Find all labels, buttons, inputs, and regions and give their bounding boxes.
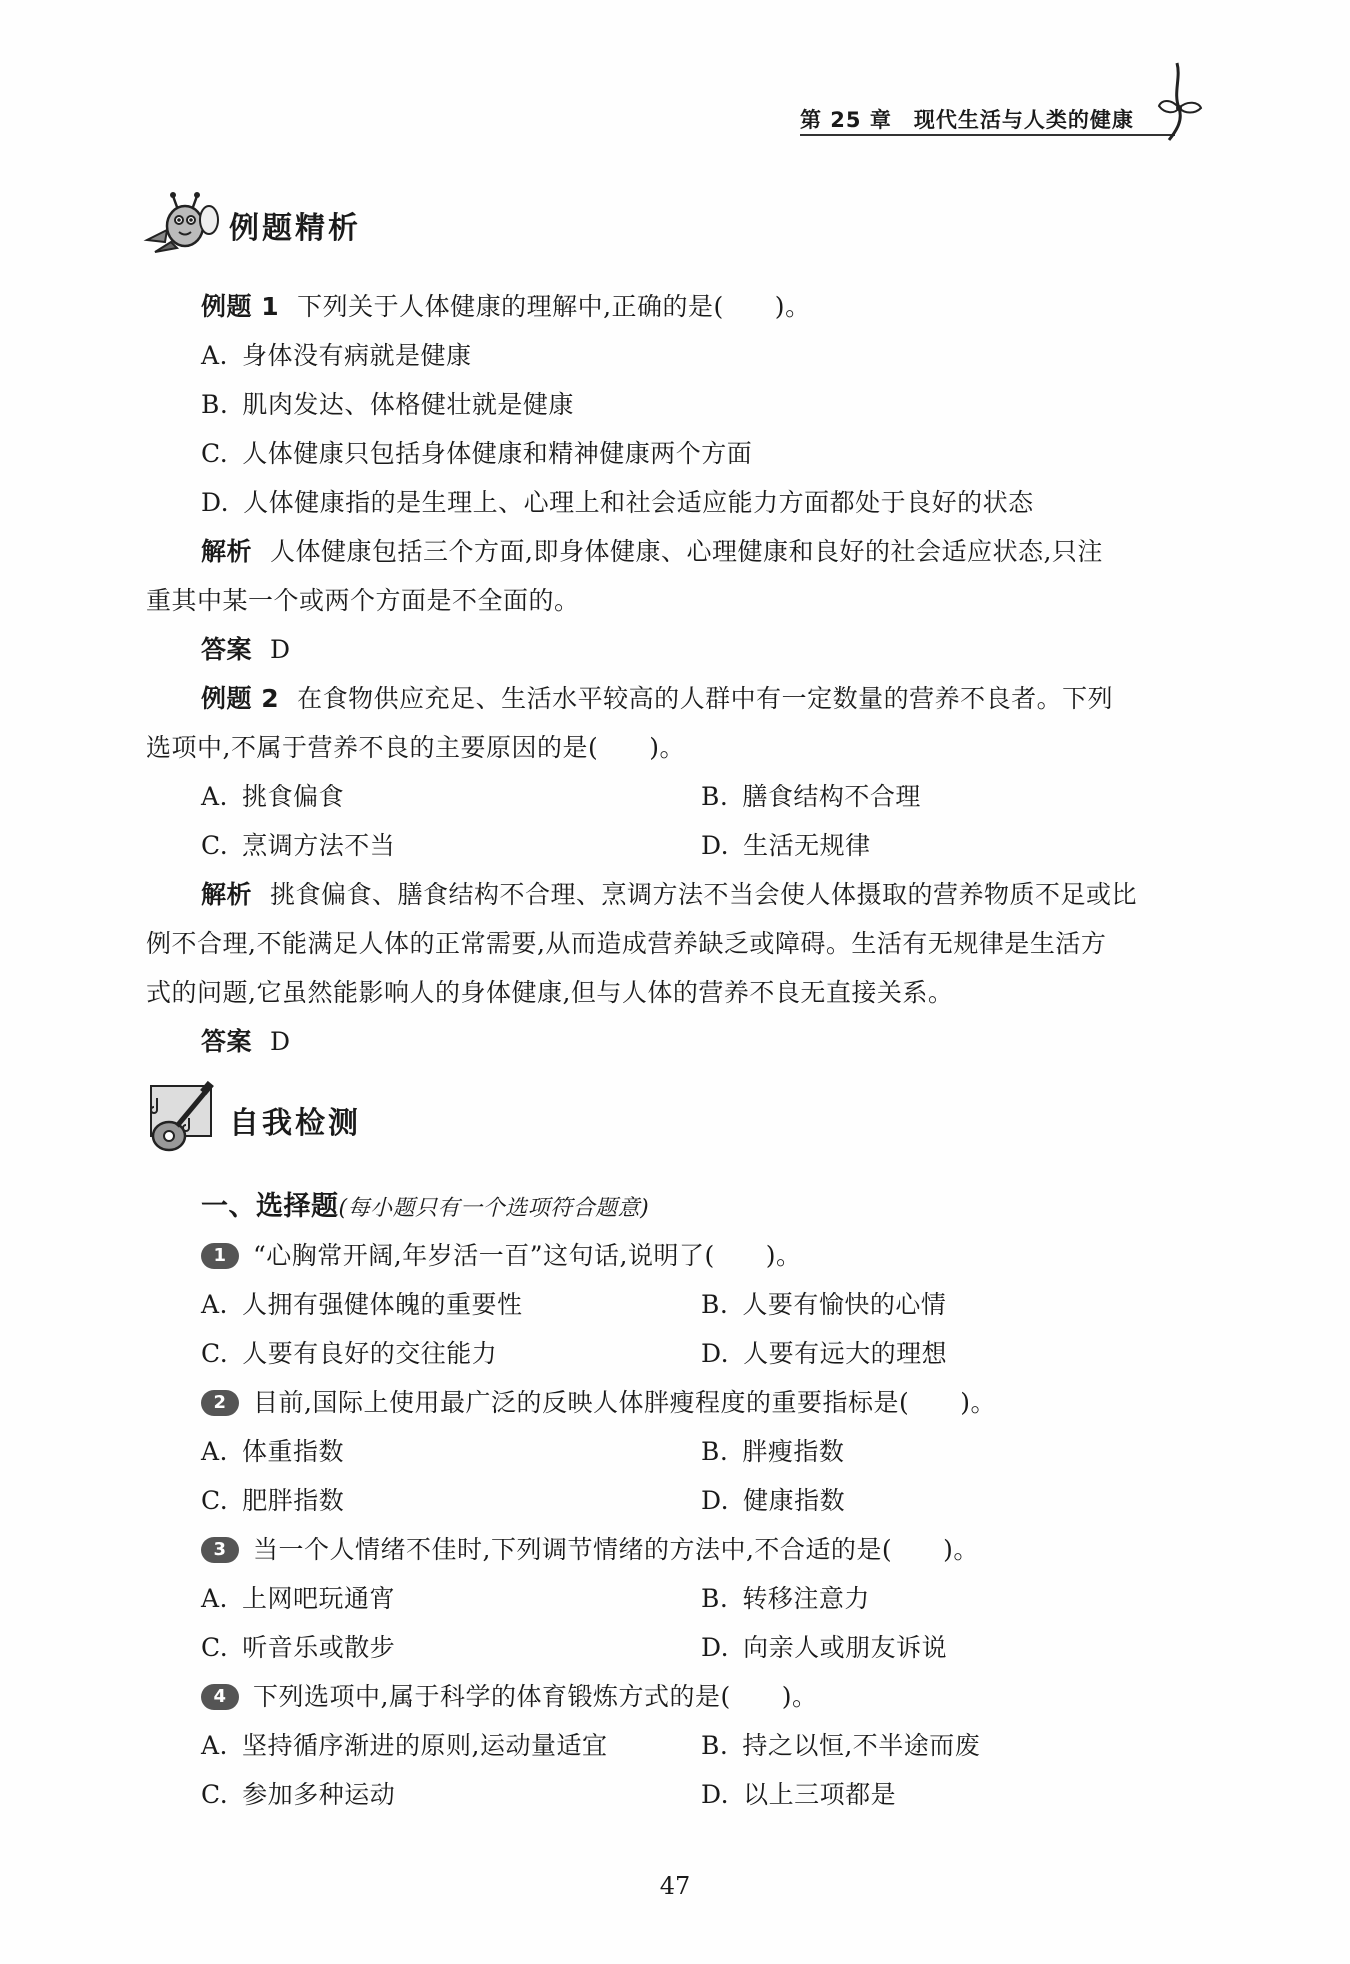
running-header — [800, 104, 1134, 134]
section-title: 自我检测 — [229, 1106, 361, 1141]
question-number-badge: 4 — [201, 1684, 239, 1710]
section-title: 例题精析 — [229, 211, 361, 246]
option-item: D. 人体健康指的是生理上、心理上和社会适应能力方面都处于良好的状态 — [201, 488, 1034, 517]
answer — [146, 1017, 1206, 1066]
flower-ornament-icon — [1155, 58, 1205, 147]
answer — [146, 625, 1206, 674]
option-row — [146, 772, 1206, 821]
question — [146, 1525, 1206, 1574]
option-item: D. 生活无规律 — [701, 831, 871, 860]
analysis-continuation: 式的问题,它虽然能影响人的身体健康,但与人体的营养不良无直接关系。 — [146, 978, 954, 1007]
page-number: 47 — [659, 1872, 691, 1900]
option-row — [146, 1574, 1206, 1623]
option-row — [146, 1427, 1206, 1476]
option-item: C. 人要有良好的交往能力 — [201, 1339, 498, 1368]
option-item: D. 以上三项都是 — [701, 1780, 897, 1809]
question — [146, 1231, 1206, 1280]
bee-mascot-icon — [143, 190, 219, 260]
option-row — [146, 1721, 1206, 1770]
example-label: 例题 2 — [201, 684, 280, 713]
question — [146, 1672, 1206, 1721]
option-row — [146, 1770, 1206, 1819]
answer-label: 答案 — [201, 635, 253, 664]
option-row — [146, 1329, 1206, 1378]
option-item: C. 参加多种运动 — [201, 1780, 396, 1809]
chapter-title: 现代生活与人类的健康 — [913, 108, 1134, 132]
option-item: A. 坚持循序渐进的原则,运动量适宜 — [201, 1731, 608, 1760]
option-item: C. 人体健康只包括身体健康和精神健康两个方面 — [201, 439, 753, 468]
analysis: 解析 人体健康包括三个方面,即身体健康、心理健康和良好的社会适应状态,只注 — [201, 537, 1103, 566]
option-row — [146, 821, 1206, 870]
header-rule — [800, 134, 1175, 136]
option-row — [146, 1623, 1206, 1672]
self-test — [146, 1182, 1206, 1819]
analysis-continuation: 例不合理,不能满足人体的正常需要,从而造成营养缺乏或障碍。生活有无规律是生活方 — [146, 929, 1107, 958]
answer-value: D — [270, 635, 291, 664]
option-item: B. 肌肉发达、体格健壮就是健康 — [201, 390, 574, 419]
option-row — [146, 1280, 1206, 1329]
option-item: C. 听音乐或散步 — [201, 1633, 396, 1662]
question-number-badge: 2 — [201, 1390, 239, 1416]
analysis: 解析 挑食偏食、膳食结构不合理、烹调方法不当会使人体摄取的营养物质不足或比 — [201, 880, 1138, 909]
analysis-label: 解析 — [201, 880, 253, 909]
part-title: 一、选择题 — [201, 1191, 339, 1222]
answer-label: 答案 — [201, 1027, 253, 1056]
option-item: B. 膳食结构不合理 — [701, 782, 921, 811]
option-item: B. 持之以恒,不半途而废 — [701, 1731, 981, 1760]
question-text: 下列关于人体健康的理解中,正确的是( )。 — [297, 292, 811, 321]
chapter-number: 第 25 章 — [800, 108, 892, 132]
question — [146, 1378, 1206, 1427]
option-row — [146, 1476, 1206, 1525]
part-note: (每小题只有一个选项符合题意) — [338, 1196, 650, 1221]
option-item: B. 人要有愉快的心情 — [701, 1290, 947, 1319]
option-item: C. 烹调方法不当 — [201, 831, 396, 860]
example-label: 例题 1 — [201, 292, 280, 321]
question-continuation: 选项中,不属于营养不良的主要原因的是( )。 — [146, 733, 685, 762]
question-number-badge: 1 — [201, 1243, 239, 1269]
question-text: “心胸常开阔,年岁活一百”这句话,说明了( )。 — [253, 1241, 802, 1270]
option-item: D. 人要有远大的理想 — [701, 1339, 948, 1368]
option-item: D. 健康指数 — [701, 1486, 846, 1515]
option-item: C. 肥胖指数 — [201, 1486, 345, 1515]
option-item: D. 向亲人或朋友诉说 — [701, 1633, 948, 1662]
guitar-icon — [143, 1078, 219, 1162]
question-text: 下列选项中,属于科学的体育锻炼方式的是( )。 — [253, 1682, 818, 1711]
option-item: A. 身体没有病就是健康 — [201, 341, 472, 370]
analysis-label: 解析 — [201, 537, 253, 566]
analysis-continuation: 重其中某一个或两个方面是不全面的。 — [146, 586, 580, 615]
answer-value: D — [270, 1027, 291, 1056]
option-item: A. 挑食偏食 — [201, 782, 345, 811]
question-text: 当一个人情绪不佳时,下列调节情绪的方法中,不合适的是( )。 — [253, 1535, 979, 1564]
option-item: B. 胖瘦指数 — [701, 1437, 845, 1466]
example-question — [146, 282, 1206, 331]
option-item: B. 转移注意力 — [701, 1584, 870, 1613]
example-1 — [146, 282, 1206, 1066]
part-heading — [146, 1182, 1206, 1231]
question-number-badge: 3 — [201, 1537, 239, 1563]
example-question — [146, 674, 1206, 723]
option-item: A. 体重指数 — [201, 1437, 345, 1466]
self-test-section-header — [143, 1078, 361, 1162]
question-text: 在食物供应充足、生活水平较高的人群中有一定数量的营养不良者。下列 — [297, 684, 1114, 713]
option-item: A. 上网吧玩通宵 — [201, 1584, 396, 1613]
option-item: A. 人拥有强健体魄的重要性 — [201, 1290, 523, 1319]
question-text: 目前,国际上使用最广泛的反映人体胖瘦程度的重要指标是( )。 — [253, 1388, 996, 1417]
examples-section-header — [143, 190, 361, 260]
